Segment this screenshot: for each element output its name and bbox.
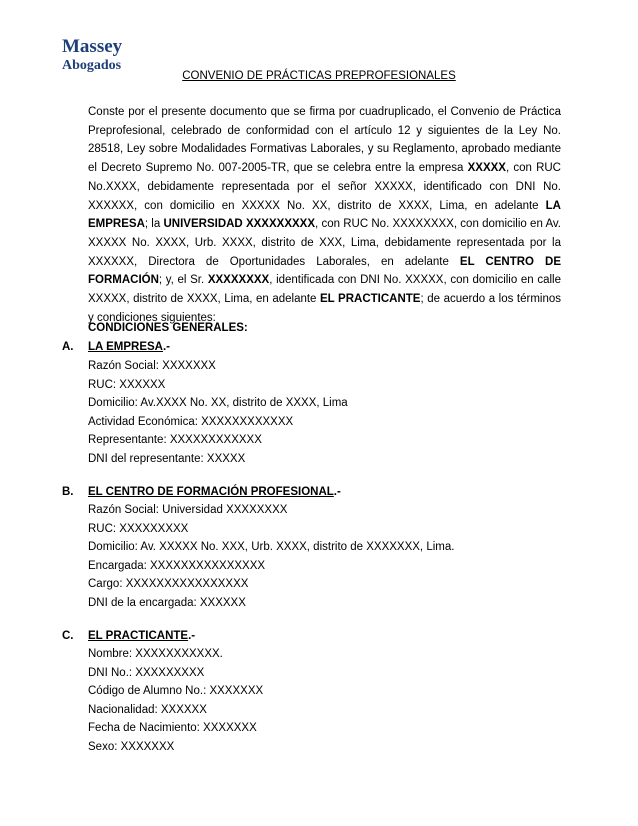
intro-text-1: Conste por el presente documento que se firma por cuadruplicado, el Convenio de Práctica Preprofesional, celebrado de conformidad con el artículo 12 y siguientes de la Ley No. 28518, Ley sobre Modalidades Formativas Laborales, y su Reglamento, aprobado mediante el Decreto Supremo No. 007-2005-TR, que se celebra entre la empresa bbox=[88, 106, 561, 175]
letterhead bbox=[62, 36, 122, 74]
intro-text-7: ; de acuerdo a los términos y condiciones siguientes: bbox=[88, 293, 561, 324]
section-b-field: Cargo: XXXXXXXXXXXXXXXX bbox=[88, 578, 249, 591]
intro-bold-la-empresa: LA EMPRESA bbox=[88, 199, 561, 231]
section-b-title-text: EL CENTRO DE FORMACIÓN PROFESIONAL bbox=[88, 486, 334, 498]
intro-bold-universidad: UNIVERSIDAD XXXXXXXXX bbox=[163, 218, 316, 231]
intro-paragraph bbox=[88, 103, 561, 327]
section-a-field: Domicilio: Av.XXXX No. XX, distrito de XXXX, Lima bbox=[88, 397, 348, 410]
intro-text-5: ; y, el Sr. bbox=[158, 274, 208, 287]
conditions-heading: CONDICIONES GENERALES: bbox=[88, 322, 248, 334]
intro-text-6: , identificada con DNI No. XXXXX, con domicilio en calle XXXXX, distrito de XXXX, Lima, en adelante bbox=[88, 274, 562, 306]
section-c-field: Código de Alumno No.: XXXXXXX bbox=[88, 685, 264, 698]
section-a-title bbox=[88, 341, 170, 353]
section-b-letter: B. bbox=[62, 486, 74, 498]
section-c-field: Nombre: XXXXXXXXXXX. bbox=[88, 648, 223, 660]
section-c-field: Sexo: XXXXXXX bbox=[88, 740, 175, 753]
section-c-field: Nacionalidad: XXXXXX bbox=[88, 703, 207, 716]
section-b-field: DNI de la encargada: XXXXXX bbox=[88, 596, 246, 609]
intro-bold-sr: XXXXXXXX bbox=[207, 274, 270, 287]
section-b-field: Domicilio: Av. XXXXX No. XXX, Urb. XXXX, distrito de XXXXXXX, Lima. bbox=[88, 541, 455, 554]
section-a-field: RUC: XXXXXX bbox=[88, 378, 166, 391]
section-b-title bbox=[88, 486, 341, 498]
section-c-title-text: EL PRACTICANTE bbox=[88, 630, 189, 642]
section-c-letter: C. bbox=[62, 630, 74, 642]
section-a-field: DNI del representante: XXXXX bbox=[88, 452, 246, 465]
section-a-field: Actividad Económica: XXXXXXXXXXXX bbox=[88, 415, 294, 428]
section-b-title-suffix: .- bbox=[333, 486, 341, 498]
section-b-field: RUC: XXXXXXXXX bbox=[88, 522, 189, 535]
section-c-fields bbox=[88, 645, 263, 757]
intro-text-2: , con RUC No.XXXX, debidamente representada por el señor XXXXX, identificado con DNI No. XXXXXX, con domicilio en XXXXX No. XX, distrito de XXXX, Lima, en adelante bbox=[88, 162, 561, 212]
intro-bold-company: XXXXX bbox=[467, 162, 506, 175]
firm-subtitle: Abogados bbox=[62, 58, 122, 73]
section-c-title-suffix: .- bbox=[188, 630, 196, 642]
section-b-field: Razón Social: Universidad XXXXXXXX bbox=[88, 504, 288, 516]
firm-name: Massey bbox=[62, 36, 123, 57]
section-a-letter: A. bbox=[62, 341, 74, 353]
section-a-field: Representante: XXXXXXXXXXXX bbox=[88, 434, 262, 447]
section-a-title-suffix: .- bbox=[162, 341, 171, 353]
document-title bbox=[0, 70, 638, 82]
section-a-title-text: LA EMPRESA bbox=[88, 341, 163, 353]
intro-text-4: , con RUC No. XXXXXXXX, con domicilio en Av. XXXXX No. XXXX, Urb. XXXX, distrito de XXX, Lima, debidamente representada por la XXXXXX, Directora de Oportunidades Laborales, en adelante bbox=[88, 218, 562, 268]
intro-bold-practicante: EL PRACTICANTE bbox=[320, 293, 421, 306]
section-c-field: Fecha de Nacimiento: XXXXXXX bbox=[88, 722, 257, 735]
intro-text-3: ; la bbox=[144, 218, 164, 231]
intro-bold-centro: EL CENTRO DE FORMACIÓN bbox=[88, 255, 561, 287]
section-c-title bbox=[88, 630, 195, 642]
section-a-fields bbox=[88, 357, 348, 469]
section-c-field: DNI No.: XXXXXXXXX bbox=[88, 666, 205, 679]
section-a-field: Razón Social: XXXXXXX bbox=[88, 360, 216, 372]
section-b-field: Encargada: XXXXXXXXXXXXXXX bbox=[88, 559, 266, 572]
document-title-text: CONVENIO DE PRÁCTICAS PREPROFESIONALES bbox=[182, 70, 456, 82]
section-b-fields bbox=[88, 501, 454, 613]
